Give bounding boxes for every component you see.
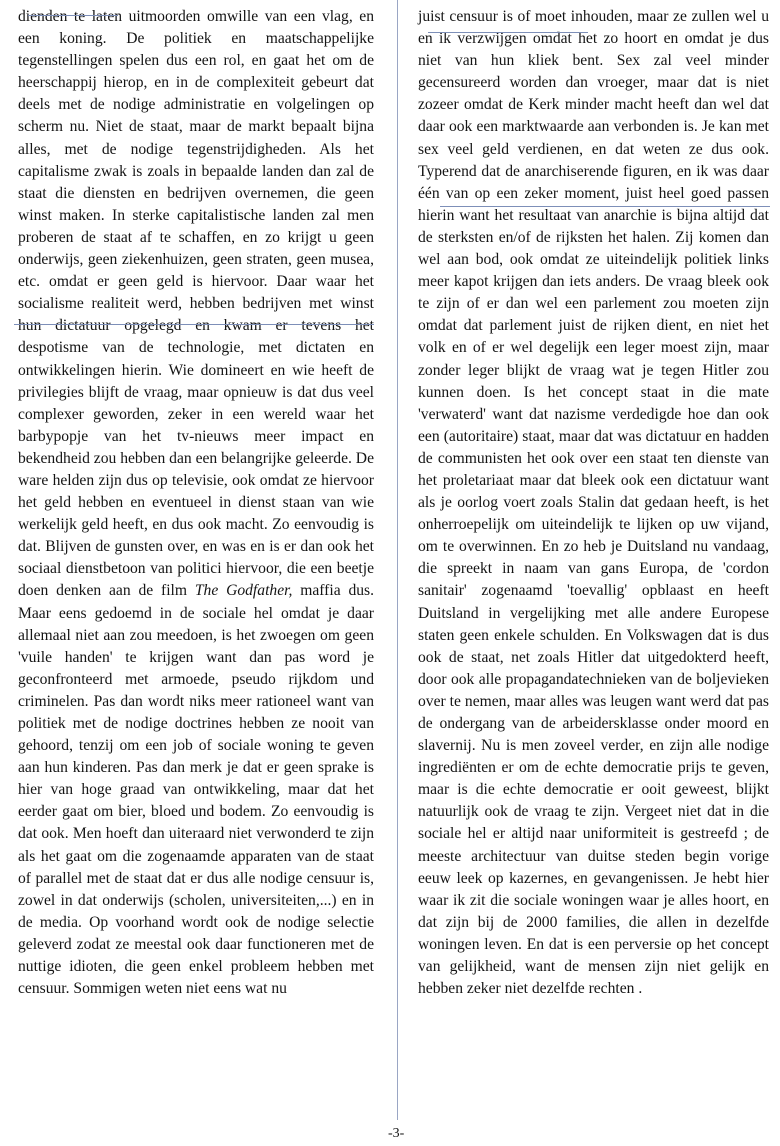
- left-column-paragraph: [18, 6, 374, 1000]
- body-text: maffia dus. Maar eens gedoemd in de sociale hel omdat je daar allemaal niet aan zou meedoen, is het zwoegen om geen 'vuile handen' te krijgen want dan pas word je geconfronteerd met armoede, pseudo rijkdom und criminelen. Pas dan wordt niks meer rationeel want van politiek met de nodige doctrines hebben ze nooit van gehoord, tenzij om een job of sociale woning te geven aan hun kinderen. Pas dan merk je dat er geen sprake is hier van hoge graad van ontwikkeling, maar dat het eerder gaat om bier, bloed und bodem. Zo eenvoudig is dat ook. Men hoeft dan uiteraard niet verwonderd te zijn als het gaat om die zogenaamde apparaten van de staat of parallel met de staat dat er dus alle nodige censuur is, zowel in dat onderwijs (scholen, universiteiten,...) en in de media. Op voorhand wordt ook de nodige selectie geleverd zodat ze meestal ook daar functioneren met de nuttige idioten, die geen enkel probleem hebben met censuur. Sommigen weten niet eens wat nu: [18, 582, 375, 998]
- right-column: [418, 6, 769, 1000]
- film-title: The Godfather,: [194, 582, 293, 600]
- right-column-paragraph: juist censuur is of moet inhouden, maar ze zullen wel u en ik verzwijgen omdat het zo hoort en omdat je dus niet van hun kliek bent. Sex zal veel minder gecensureerd worden dan vroeger, maar dat is niet zozeer omdat de Kerk minder macht heeft dan wel dat daar ook een marktwaarde aan verbonden is. Je kan met sex veel geld verdienen, en dat weten ze dus ook. Typerend dat de anarchiserende figuren, en ik was daar één van op een zeker moment, juist heel goed passen hierin want het resultaat van anarchie is bijna altijd dat de sterksten en/of de rijksten het halen. Zij komen dan wel aan bod, ook omdat ze uiteindelijk politiek links meer kapot krijgen dan iets anders. De vraag bleek ook te zijn of er dan wel een parlement zou moeten zijn omdat dat parlement juist de rijken dient, en niet het volk en of er wel degelijk een leger moest zijn, maar zonder leger blijkt de vraag wat je tegen Hitler zou kunnen doen. Is het concept staat in die mate 'verwaterd' want dat nazisme verdedigde hoe dan ook een (autoritaire) staat, maar dat was dictatuur en hadden de communisten het ook over een staat ten dienste van het proletariaat maar dat bleek ook een dictatuur want als je oorlog voert zoals Stalin dat gedaan heeft, is het onherroepelijk om uiteindelijk te lijken op uw vijand, om te overwinnen. En zo heb je Duitsland nu vandaag, die spreekt in naam van gans Europa, de 'cordon sanitair' zogenaamd 'toevallig' opblaast en heeft Duitsland in vergelijking met alle andere Europese staten geen enkele schulden. En Volkswagen dat is dus ook de staat, net zoals Hitler dat uitgedokterd heeft, door ook alle propagandatechnieken van de boljevieken over te nemen, maar alles was leugen want werd dat pas de ondergang van de arbeidersklasse onder moord en slavernij. Nu is men zoveel verder, en zijn alle nodige ingrediënten er om de echte democratie prijs te geven, maar is die echte democratie er ooit geweest, blijkt natuurlijk ook de vraag te zijn. Vergeet niet dat in die sociale hel er altijd naar uniformiteit is gestreefd ; de meeste architectuur van duitse steden begin vorige eeuw leek op kazernes, en gevangenissen. Je hebt hier waar ik zit die sociale woningen waar je alles hoort, en dat zijn bij de 2000 families, die allen in dezelfde woningen leven. En dat is een perversie op het concept van gelijkheid, want de mensen zijn niet gelijk en hebben zeker niet dezelfde rechten .: [418, 8, 769, 998]
- body-text: dienden te laten uitmoorden omwille van een vlag, en een koning. De politiek en maatschappelijke tegenstellingen spelen dus een rol, en gaat het om de heerschappij hierop, en in de complexiteit gebeurt dat deels met de nodige administratie en volgelingen op scherm nu. Niet de staat, maar de markt bepaalt bijna alles, met de nodige tegenstrijdigheden. Als het capitalisme zwak is zoals in bepaalde landen dan zal de staat die diensten en bedrijven overnemen, die geen winst maken. In sterke capitalistische landen zal men proberen de staat af te schaffen, en zo krijgt u geen onderwijs, geen ziekenhuizen, geen straten, geen musea, etc. omdat er geen geld is hiervoor. Daar waar het socialisme realiteit werd, hebben bedrijven met winst hun dictatuur opgelegd en kwam er tevens het despotisme van de technologie, met dictaten en ontwikkelingen hierin. Wie domineert en wie heeft de privilegies blijft de vraag, maar opnieuw is dat dus veel complexer geworden, zeker in een wereld waar het barbypopje van het tv-nieuws meer impact en bekendheid zou hebben dan een belangrijke geleerde. De ware helden zijn dus op televisie, ook omdat ze hiervoor het geld hebben en eventueel in dienst staan van wie werkelijk geld heeft, en dus ook macht. Zo eenvoudig is dat. Blijven de gunsten over, en was en is er dan ook het sociaal dienstbetoon van politici hiervoor, die een beetje doen denken aan de film: [18, 8, 374, 600]
- underline-mark: [28, 15, 118, 16]
- left-column: [18, 6, 374, 1000]
- underline-mark: [428, 32, 588, 33]
- underline-mark: [440, 206, 770, 207]
- underline-mark: [14, 324, 374, 325]
- page-number: -3-: [388, 1126, 405, 1141]
- column-divider: [397, 0, 398, 1120]
